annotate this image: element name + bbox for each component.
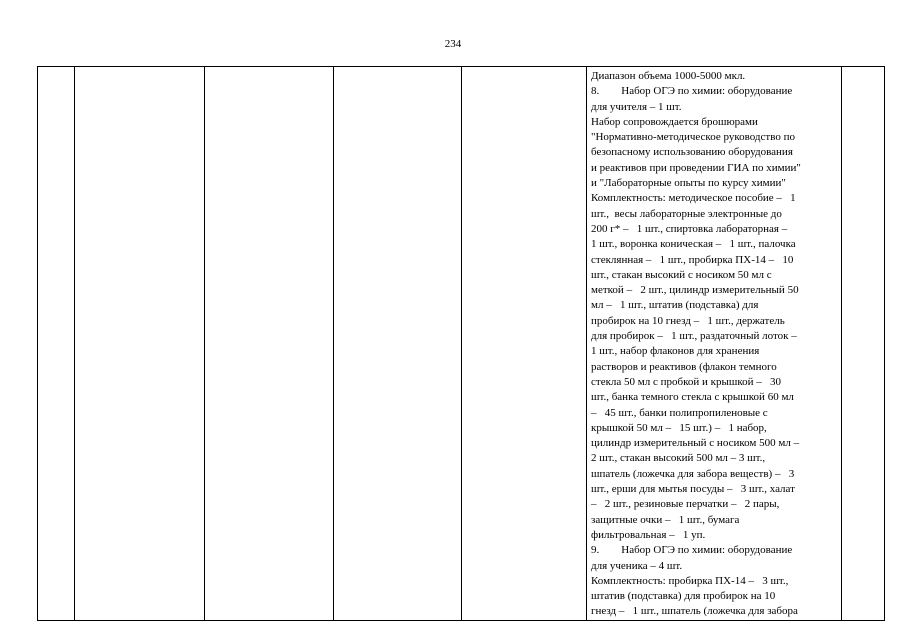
text-line: для пробирок – 1 шт., раздаточный лоток –	[591, 330, 797, 343]
text-line: меткой – 2 шт., цилиндр измерительный 50	[591, 284, 799, 297]
text-line: Набор сопровождается брошюрами	[591, 115, 758, 128]
description-cell	[587, 67, 842, 621]
text-line: для ученика – 4 шт.	[591, 559, 683, 572]
text-line: Комплектность: пробирка ПХ-14 – 3 шт.,	[591, 574, 789, 587]
text-line: Диапазон объема 1000-5000 мкл.	[591, 70, 746, 82]
text-line: штатив (подставка) для пробирок на 10	[591, 590, 776, 603]
table-cell	[462, 67, 587, 621]
text-line: цилиндр измерительный с носиком 500 мл –	[591, 437, 800, 450]
table-cell	[75, 67, 205, 621]
text-line: 1 шт., набор флаконов для хранения	[591, 345, 760, 358]
text-line: шпатель (ложечка для забора веществ) – 3	[591, 467, 795, 480]
text-line: пробирок на 10 гнезд – 1 шт., держатель	[591, 314, 785, 327]
table-cell-number	[38, 67, 75, 621]
text-line: 9. Набор ОГЭ по химии: оборудование	[591, 544, 793, 557]
text-line: безопасному использованию оборудования	[591, 146, 793, 159]
text-line: – 45 шт., банки полипропиленовые с	[591, 406, 768, 419]
text-line: шт., весы лабораторные электронные до	[591, 207, 782, 220]
text-line: шт., стакан высокий с носиком 50 мл с	[591, 268, 772, 281]
text-line: шт., ерши для мытья посуды – 3 шт., халат	[591, 483, 795, 496]
text-line: 1 шт., воронка коническая – 1 шт., палочка	[591, 238, 796, 251]
text-line: и реактивов при проведении ГИА по химии"	[591, 161, 801, 174]
text-line: – 2 шт., резиновые перчатки – 2 пары,	[591, 498, 780, 511]
page-number: 234	[444, 38, 462, 50]
table-cell	[205, 67, 334, 621]
table-cell	[842, 67, 885, 621]
text-line: Комплектность: методическое пособие – 1	[591, 192, 796, 205]
text-line: 200 г* – 1 шт., спиртовка лабораторная –	[591, 222, 788, 235]
text-line: гнезд – 1 шт., шпатель (ложечка для забора	[591, 605, 798, 618]
text-line: и "Лабораторные опыты по курсу химии"	[591, 177, 786, 190]
text-line: стеклянная – 1 шт., пробирка ПХ-14 – 10	[591, 253, 794, 266]
text-line: стекла 50 мл с пробкой и крышкой – 30	[591, 375, 782, 388]
text-line: защитные очки – 1 шт., бумага	[591, 513, 740, 526]
text-line: растворов и реактивов (флакон темного	[591, 360, 777, 373]
equipment-table	[37, 66, 885, 621]
text-line: фильтровальная – 1 уп.	[591, 528, 706, 541]
table-row	[38, 67, 885, 621]
table-cell	[334, 67, 462, 621]
text-line: 2 шт., стакан высокий 500 мл – 3 шт.,	[591, 452, 766, 465]
text-line: "Нормативно-методическое руководство по	[591, 131, 795, 144]
text-line: 8. Набор ОГЭ по химии: оборудование	[591, 85, 793, 98]
text-line: для учителя – 1 шт.	[591, 100, 682, 113]
text-line: мл – 1 шт., штатив (подставка) для	[591, 299, 759, 312]
text-line: шт., банка темного стекла с крышкой 60 мл	[591, 391, 794, 404]
text-line: крышкой 50 мл – 15 шт.) – 1 набор,	[591, 421, 767, 434]
